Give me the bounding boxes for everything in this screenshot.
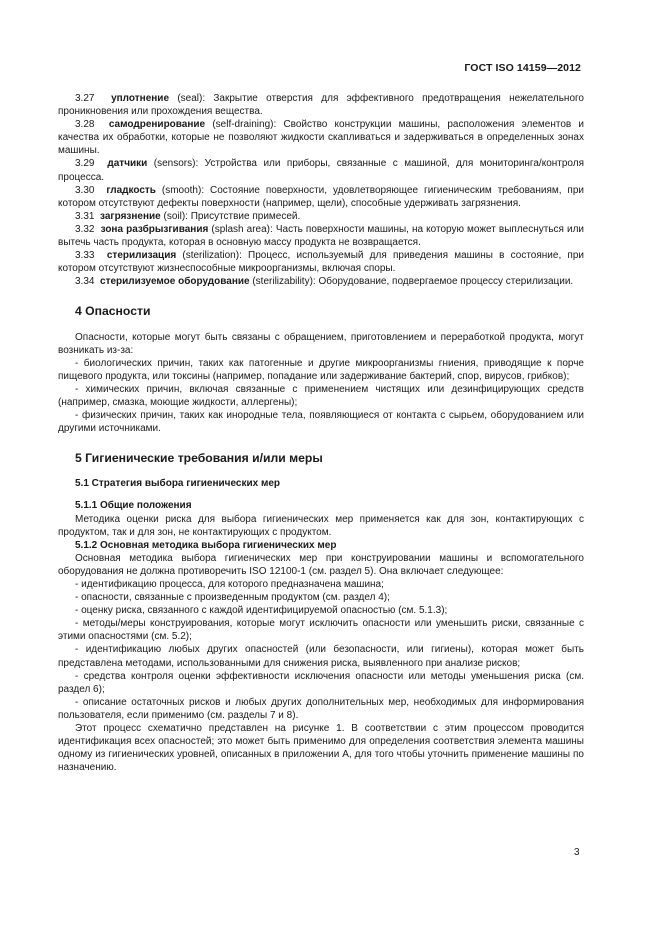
term-name: стерилизация [106, 250, 177, 262]
term-number: 3.31 [75, 210, 95, 222]
term-definition: (sterilizability): Оборудование, подвергаемое процессу стерилизации. [249, 276, 574, 288]
term-name: стерилизуемое оборудование [100, 276, 250, 288]
section-5-heading: 5 Гигиенические требования и/или меры [75, 451, 323, 466]
term-entry [58, 210, 584, 223]
term-entry [58, 223, 584, 249]
terms-list [58, 92, 584, 288]
method-item: - средства контроля оценки эффективности исключения опасности или методы уменьшения риска (см. раздел 6); [58, 670, 584, 695]
term-entry [58, 184, 584, 210]
subsection-5-1-2-heading: 5.1.2 Основная методика выбора гигиенических мер [75, 539, 337, 551]
section-5-closing-text: Этот процесс схематично представлен на рисунке 1. В соответствии с этим процессом проводится идентификация всех опасностей; это может быть применимо для определения соответствия элемента машины одному из гигиенических уровней, описанных в приложении А, для того чтобы уточнить применение машины по назначению. [58, 723, 584, 774]
term-name: уплотнение [111, 93, 170, 104]
section-4-intro: Опасности, которые могут быть связаны с обращением, приготовлением и переработкой продукта, могут возникать из-за: [58, 331, 584, 356]
subsection-5-1-heading: 5.1 Стратегия выбора гигиенических мер [75, 478, 281, 490]
method-item: - опасности, связанные с произведенным продуктом (см. раздел 4); [75, 592, 390, 604]
subsection-5-1-2-intro: Основная методика выбора гигиенических мер при конструировании машины и вспомогательного оборудования не должна противоречить ISO 12100-1 (см. раздел 5). Она включает следующее: [58, 552, 584, 577]
hazard-item: - биологических причин, таких как патогенные и другие микроорганизмы гниения, приводящие к порче пищевого продукта, или токсины (например, попадание или задерживание бактерий, спор, вирусов, грибков); [58, 357, 584, 382]
term-entry [58, 157, 584, 183]
term-number: 3.32 [75, 223, 95, 235]
term-name: датчики [107, 158, 148, 170]
term-name: зона разбрызгивания [100, 223, 209, 235]
term-number: 3.30 [75, 184, 95, 196]
term-definition: (soil): Присутствие примесей. [160, 210, 301, 222]
term-definition: (splash area): Часть поверхности машины, на которую может выплеснуться или вытечь часть продукта, которая в основную массу продукта не возвращается. [58, 223, 585, 249]
hazard-item: - физических причин, таких как инородные тела, появляющиеся от контакта с сырьем, оборудованием или другими источниками. [58, 410, 584, 435]
term-entry [58, 249, 584, 275]
term-number: 3.34 [75, 276, 95, 288]
method-item: - идентификацию любых других опасностей (или безопасности, или гигиены), которая может быть представлена методами, использованными для снижения риска, выявленного при анализе рисков; [58, 644, 584, 669]
hazard-item: - химических причин, включая связанные с применением чистящих или дезинфицирующих средств (например, смазка, моющие жидкости, аллергены); [58, 383, 584, 408]
term-entry [58, 118, 584, 157]
term-definition: (sterilization): Процесс, используемый для приведения машины в состояние, при котором отсутствуют жизнеспособные микроорганизмы, включая споры. [58, 250, 584, 275]
page-number: 3 [574, 847, 580, 858]
subsection-5-1-1-text: Методика оценки риска для выбора гигиенических мер применяется как для зон, контактирующих с продуктом, так и для зон, не контактирующих с продуктом. [58, 513, 584, 538]
document-code-header: ГОСТ ISO 14159—2012 [464, 62, 581, 74]
method-item: - методы/меры конструирования, которые могут исключить опасности или уменьшить риски, связанные с этими опасностями (см. 5.2); [58, 618, 584, 643]
term-definition: (sensors): Устройства или приборы, связанные с машиной, для мониторинга/контроля процесса. [58, 158, 585, 183]
term-name: гладкость [106, 184, 156, 196]
term-name: загрязнение [100, 210, 161, 222]
term-number: 3.28 [75, 119, 95, 131]
term-number: 3.29 [75, 158, 95, 170]
term-number: 3.27 [75, 93, 95, 104]
method-item: - описание остаточных рисков и любых других дополнительных мер, необходимых для информирования пользователя, если применимо (см. разделы 7 и 8). [58, 696, 584, 721]
term-entry [58, 92, 584, 118]
term-definition: (self-draining): Свойство конструкции машины, расположения элементов и качества их обработки, которые не позволяют жидкости скапливаться и задерживаться в определенных зонах машины. [58, 119, 584, 157]
term-definition: (seal): Закрытие отверстия для эффективного предотвращения нежелательного проникновения или прохождения вещества. [58, 93, 584, 118]
term-entry [58, 275, 584, 288]
subsection-5-1-1-heading: 5.1.1 Общие положения [75, 500, 192, 512]
term-definition: (smooth): Состояние поверхности, удовлетворяющее гигиеническим требованиям, при котором отсутствуют дефекты поверхности (например, щели), способные удерживать загрязнения. [58, 184, 584, 209]
method-item: - идентификацию процесса, для которого предназначена машина; [75, 579, 384, 590]
method-item: - оценку риска, связанного с каждой идентифицируемой опасностью (см. 5.1.3); [75, 605, 448, 617]
term-name: самодренирование [108, 119, 206, 131]
term-number: 3.33 [75, 250, 95, 262]
section-4-heading: 4 Опасности [75, 304, 151, 319]
document-body [58, 92, 584, 774]
